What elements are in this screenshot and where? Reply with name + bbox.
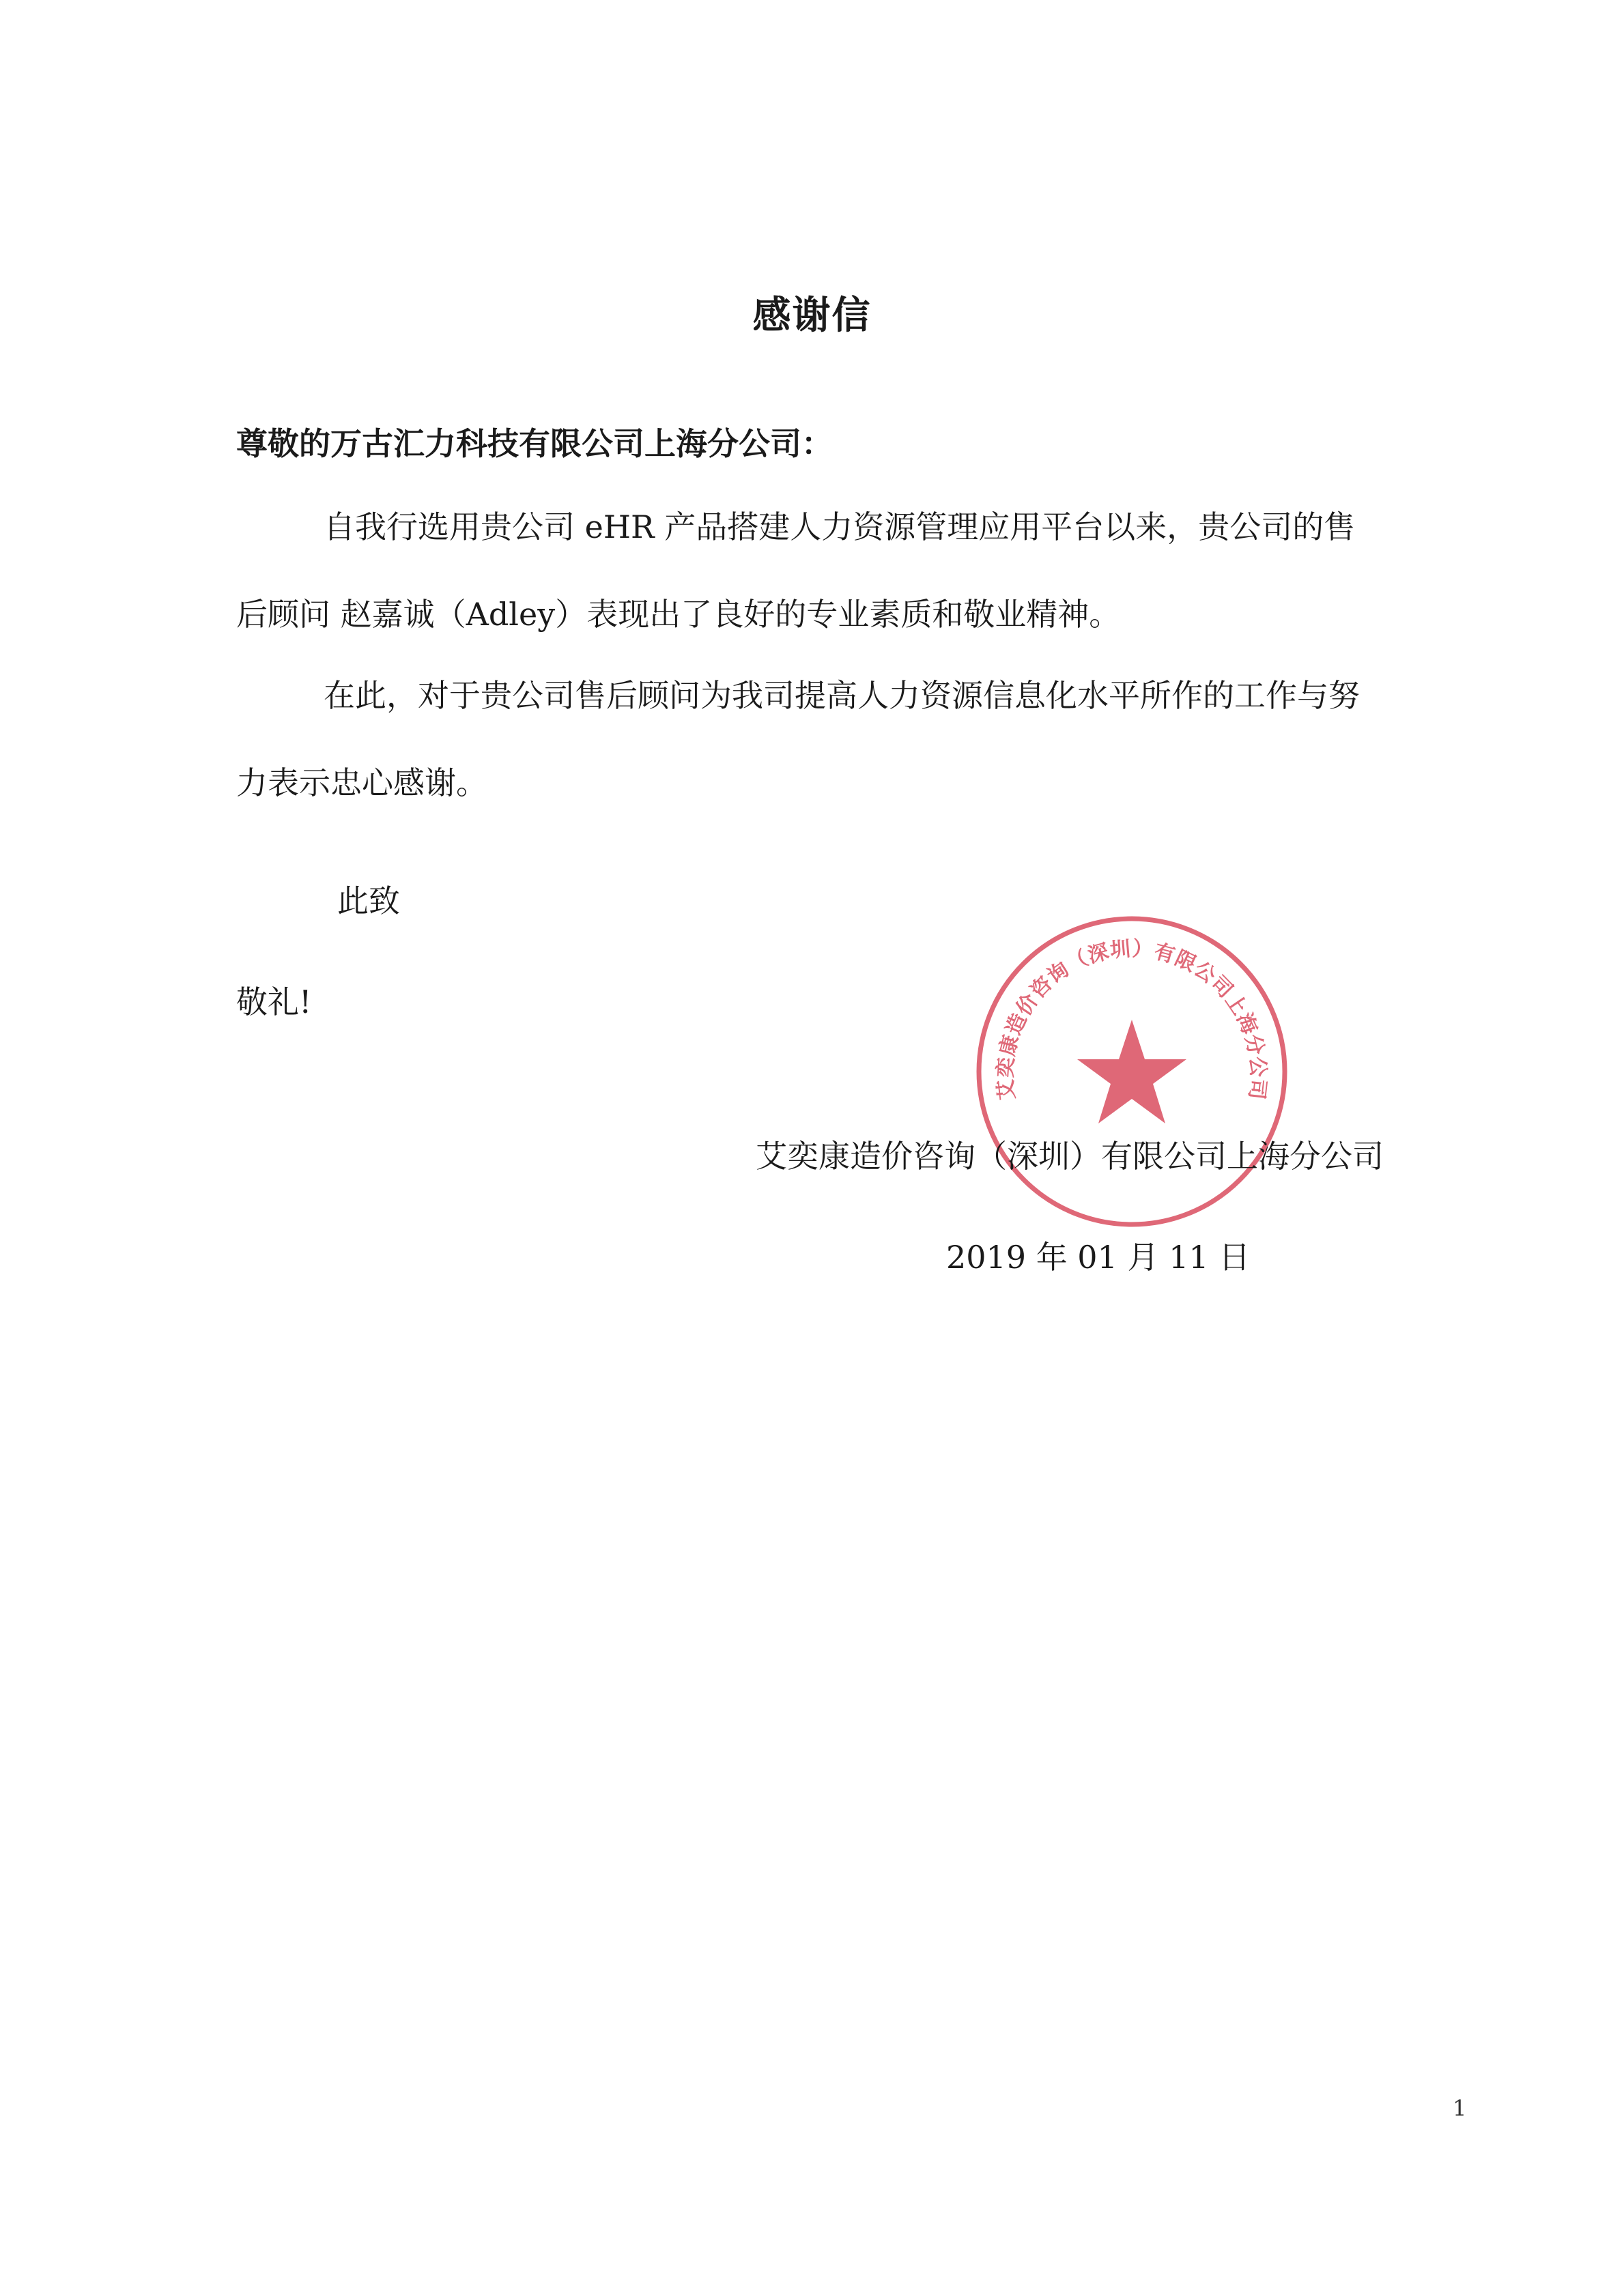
seal-star-icon — [1077, 1020, 1186, 1123]
company-seal-stamp — [972, 912, 1292, 1231]
seal-arc-text — [993, 937, 1270, 1102]
body-paragraph-2: 在此，对于贵公司售后顾问为我司提高人力资源信息化水平所作的工作与努力表示忠心感谢。 — [236, 677, 1360, 801]
page-number: 1 — [1453, 2095, 1467, 2121]
body-paragraph-1: 自我行选用贵公司 eHR 产品搭建人力资源管理应用平台以来，贵公司的售后顾问 赵嘉诚（Adley）表现出了良好的专业素质和敬业精神。 — [236, 508, 1356, 633]
closing-jingli: 敬礼! — [236, 984, 312, 1020]
letter-title: 感谢信 — [752, 293, 872, 338]
seal-outer-ring — [979, 919, 1285, 1224]
closing-cizhi: 此致 — [337, 882, 400, 919]
seal-arc-text-path: 艾奕康造价咨询（深圳）有限公司上海分公司 — [993, 936, 1270, 1102]
signature-date: 2019 年 01 月 11 日 — [946, 1239, 1251, 1276]
signature-company: 艾奕康造价咨询（深圳）有限公司上海分公司 — [756, 1138, 1384, 1175]
salutation: 尊敬的万古汇力科技有限公司上海分公司： — [236, 425, 833, 462]
